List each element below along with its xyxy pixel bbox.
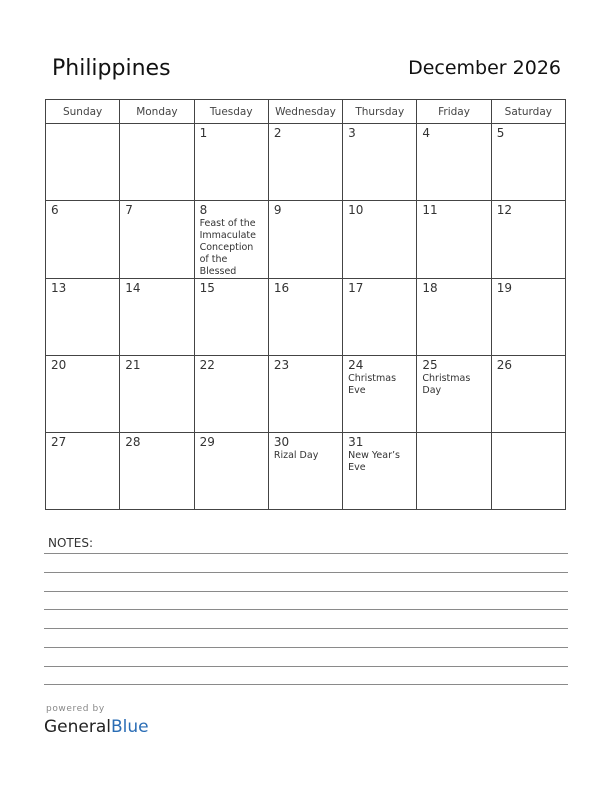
day-cell: [343, 356, 417, 433]
day-number: 24: [348, 358, 364, 372]
powered-by-text: powered by: [46, 704, 105, 714]
generalblue-logo[interactable]: [44, 717, 149, 737]
day-number: 14: [125, 281, 141, 295]
note-line: [44, 647, 568, 648]
day-cell: [268, 279, 342, 356]
month-title: December 2026: [408, 57, 561, 79]
day-cell: [268, 124, 342, 201]
day-cell: [194, 201, 268, 279]
day-cell: [417, 124, 491, 201]
day-cell: [194, 124, 268, 201]
day-number: 8: [199, 203, 208, 217]
day-number: 29: [199, 435, 215, 449]
day-cell: [417, 201, 491, 279]
note-line: [44, 572, 568, 573]
note-line: [44, 591, 568, 592]
day-number: 2: [273, 126, 282, 140]
day-number: 26: [496, 358, 512, 372]
day-cell: [417, 433, 491, 510]
day-number: 20: [51, 358, 67, 372]
day-number: 7: [125, 203, 133, 217]
day-cell: [194, 356, 268, 433]
day-cell: [343, 201, 417, 279]
note-line: [44, 684, 568, 685]
week-row-1: [46, 124, 566, 201]
note-line: [44, 666, 568, 667]
day-cell: [343, 124, 417, 201]
day-number: 13: [51, 281, 67, 295]
day-cell: [120, 124, 194, 201]
week-row-3: [46, 279, 566, 356]
day-number: 27: [51, 435, 67, 449]
weekday-wednesday: Wednesday: [268, 100, 342, 124]
note-line: [44, 609, 568, 610]
day-cell: [46, 201, 120, 279]
day-cell: [46, 433, 120, 510]
day-cell: [268, 433, 342, 510]
week-row-2: [46, 201, 566, 279]
day-cell: [491, 124, 565, 201]
day-number: 10: [348, 203, 364, 217]
day-number: 5: [496, 126, 505, 140]
day-cell: [417, 356, 491, 433]
day-number: 4: [422, 126, 431, 140]
weekday-sunday: Sunday: [46, 100, 120, 124]
day-number: 31: [348, 435, 364, 449]
weekday-thursday: Thursday: [343, 100, 417, 124]
day-number: 25: [422, 358, 438, 372]
day-cell: [491, 433, 565, 510]
holiday-label: Christmas Eve: [348, 373, 397, 396]
week-row-4: [46, 356, 566, 433]
day-number: 11: [422, 203, 438, 217]
note-line: [44, 553, 568, 554]
day-cell: [491, 356, 565, 433]
logo-text-general: General: [44, 717, 111, 737]
day-number: 17: [348, 281, 364, 295]
logo-text-blue: Blue: [111, 717, 149, 737]
note-line: [44, 628, 568, 629]
day-number: 18: [422, 281, 438, 295]
day-cell: [194, 279, 268, 356]
country-title: Philippines: [52, 56, 171, 81]
day-number: 15: [199, 281, 215, 295]
day-number: 12: [496, 203, 512, 217]
day-cell: [491, 279, 565, 356]
day-number: 6: [51, 203, 59, 217]
weekday-tuesday: Tuesday: [194, 100, 268, 124]
day-number: 30: [273, 435, 290, 449]
day-cell: [46, 124, 120, 201]
day-cell: [268, 201, 342, 279]
holiday-label: Feast of the Immaculate Conception of the Blessed: [199, 218, 256, 277]
day-cell: [343, 433, 417, 510]
calendar-grid: [45, 99, 566, 510]
holiday-label: Rizal Day: [273, 450, 319, 461]
holiday-label: New Year’s Eve: [348, 450, 400, 473]
holiday-label: Christmas Day: [422, 373, 471, 396]
day-number: 16: [273, 281, 290, 295]
day-cell: [120, 279, 194, 356]
day-number: 19: [496, 281, 512, 295]
day-number: 23: [273, 358, 290, 372]
weekday-saturday: Saturday: [491, 100, 565, 124]
day-number: 28: [125, 435, 141, 449]
day-number: 9: [273, 203, 282, 217]
day-number: 21: [125, 358, 141, 372]
day-cell: [343, 279, 417, 356]
day-cell: [194, 433, 268, 510]
day-cell: [46, 356, 120, 433]
day-cell: [417, 279, 491, 356]
day-cell: [46, 279, 120, 356]
day-cell: [120, 433, 194, 510]
weekday-friday: Friday: [417, 100, 491, 124]
day-cell: [491, 201, 565, 279]
weekday-monday: Monday: [120, 100, 194, 124]
day-cell: [120, 356, 194, 433]
day-number: 1: [199, 126, 208, 140]
day-number: 22: [199, 358, 215, 372]
week-row-5: [46, 433, 566, 510]
day-cell: [120, 201, 194, 279]
notes-label: NOTES:: [48, 536, 93, 550]
weekday-header-row: [46, 100, 566, 124]
day-number: 3: [348, 126, 356, 140]
day-cell: [268, 356, 342, 433]
